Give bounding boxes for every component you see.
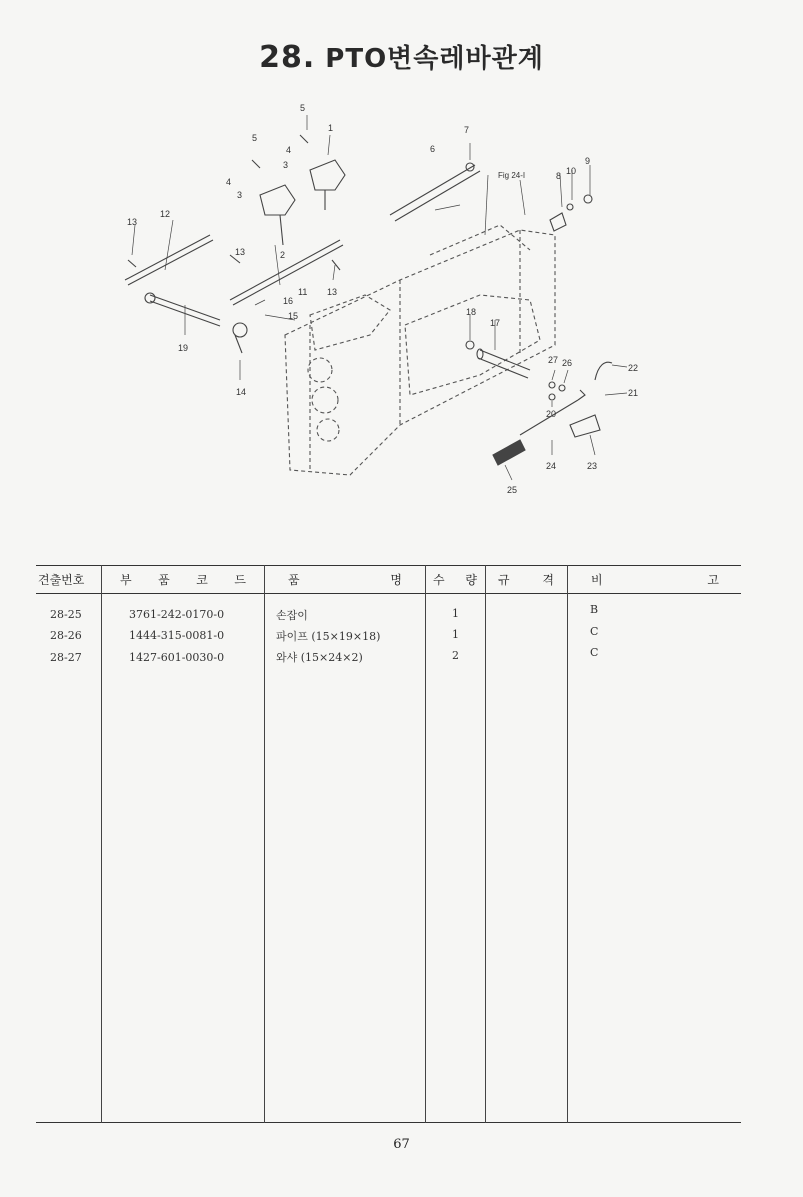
row-ref: 28-25 [50, 608, 82, 621]
callout-13c: 13 [327, 287, 338, 297]
header-code-char: 드 [234, 573, 246, 587]
callout-17: 17 [490, 318, 501, 328]
page-number: 67 [393, 1137, 410, 1152]
header-spec [498, 571, 554, 588]
header-code-char: 부 [120, 573, 132, 587]
row-qty: 1 [452, 607, 459, 620]
callout-26: 26 [562, 358, 573, 368]
header-qty-char: 량 [465, 573, 477, 587]
col-divider [485, 565, 486, 1123]
header-code-char: 코 [196, 573, 208, 587]
header-qty [433, 571, 477, 588]
row-remarks: C [590, 646, 599, 659]
callout-13b: 13 [235, 247, 246, 257]
bolt-9 [584, 195, 592, 203]
callout-11: 11 [298, 287, 308, 297]
row-name: 손잡이 [276, 609, 308, 622]
table-top-rule [36, 565, 741, 566]
row-code: 1444-315-0081-0 [129, 629, 225, 642]
callout-19: 19 [178, 343, 189, 353]
section-number: 28. [259, 40, 316, 75]
nut-10 [567, 204, 573, 210]
callout-24: 24 [546, 461, 557, 471]
arm-14 [233, 323, 247, 353]
pipe-26 [559, 385, 565, 391]
header-remarks-char: 비 [591, 573, 603, 587]
callout-4b: 4 [226, 177, 232, 187]
callout-15: 15 [288, 311, 299, 321]
bracket-8 [550, 213, 566, 231]
header-ref-label: 견출번호 [38, 573, 85, 587]
row-code: 1427-601-0030-0 [129, 651, 225, 664]
shift-fork-2 [260, 185, 295, 245]
callout-3a: 3 [283, 160, 289, 170]
page-title [0, 38, 803, 75]
pin-5b [252, 160, 260, 168]
header-code-char: 품 [158, 573, 170, 587]
shaft-6 [390, 165, 480, 221]
header-ref [38, 571, 100, 588]
header-name-char: 명 [390, 573, 402, 587]
header-remarks [591, 571, 719, 588]
row-name: 와샤 (15×24×2) [276, 651, 363, 664]
callout-1: 1 [328, 123, 334, 133]
row-qty: 1 [452, 628, 459, 641]
callout-10: 10 [566, 166, 577, 176]
callout-23: 23 [587, 461, 598, 471]
table-header-rule [36, 593, 741, 594]
clevis-23 [570, 415, 600, 437]
callout-14: 14 [236, 387, 247, 397]
washer-27 [549, 382, 555, 388]
callout-6: 6 [430, 144, 436, 154]
callout-13a: 13 [127, 217, 138, 227]
pipe-17 [477, 349, 530, 378]
exploded-parts-diagram [100, 95, 700, 505]
col-divider [425, 565, 426, 1123]
header-name-char: 품 [288, 573, 300, 587]
callout-5a: 5 [300, 103, 306, 113]
pin-5a [300, 135, 308, 143]
callout-9: 9 [585, 156, 591, 166]
callout-20: 20 [546, 409, 557, 419]
callout-5b: 5 [252, 133, 258, 143]
spring-22 [595, 362, 612, 380]
shift-rod-12 [125, 235, 213, 285]
pin-13a [128, 260, 136, 267]
fig-reference: Fig 24-I [498, 171, 526, 180]
knob-25 [493, 440, 525, 465]
washer-20 [549, 394, 555, 400]
shift-fork-1 [310, 160, 345, 210]
table-bottom-rule [36, 1122, 741, 1123]
callout-2: 2 [280, 250, 286, 260]
callout-12: 12 [160, 209, 171, 219]
callout-4a: 4 [286, 145, 292, 155]
parts-table [36, 565, 741, 1123]
col-divider [101, 565, 102, 1123]
callout-22: 22 [628, 363, 639, 373]
header-spec-char: 격 [542, 573, 554, 587]
callout-21: 21 [628, 388, 639, 398]
header-remarks-char: 고 [707, 573, 719, 587]
callout-16: 16 [283, 296, 294, 306]
header-qty-char: 수 [433, 573, 445, 587]
o-ring-18 [466, 341, 474, 349]
col-divider [264, 565, 265, 1123]
lever-shaft-19 [145, 293, 220, 326]
header-code [120, 571, 246, 588]
pin-13c [332, 260, 340, 270]
row-remarks: B [590, 603, 599, 616]
leader-lines [132, 115, 627, 480]
callout-27: 27 [548, 355, 559, 365]
row-name: 파이프 (15×19×18) [276, 630, 381, 643]
row-qty: 2 [452, 649, 459, 662]
callout-18: 18 [466, 307, 477, 317]
section-title: PTO변속레바관계 [325, 44, 544, 74]
snap-ring-7 [466, 163, 474, 171]
header-spec-char: 규 [498, 573, 510, 587]
callout-8: 8 [556, 171, 562, 181]
row-ref: 28-26 [50, 629, 82, 642]
callout-3b: 3 [237, 190, 243, 200]
callout-25: 25 [507, 485, 518, 495]
row-code: 3761-242-0170-0 [129, 608, 225, 621]
row-remarks: C [590, 625, 599, 638]
row-ref: 28-27 [50, 651, 82, 664]
transmission-housing [285, 225, 555, 475]
callout-7: 7 [464, 125, 470, 135]
col-divider [567, 565, 568, 1123]
header-name [288, 571, 402, 588]
